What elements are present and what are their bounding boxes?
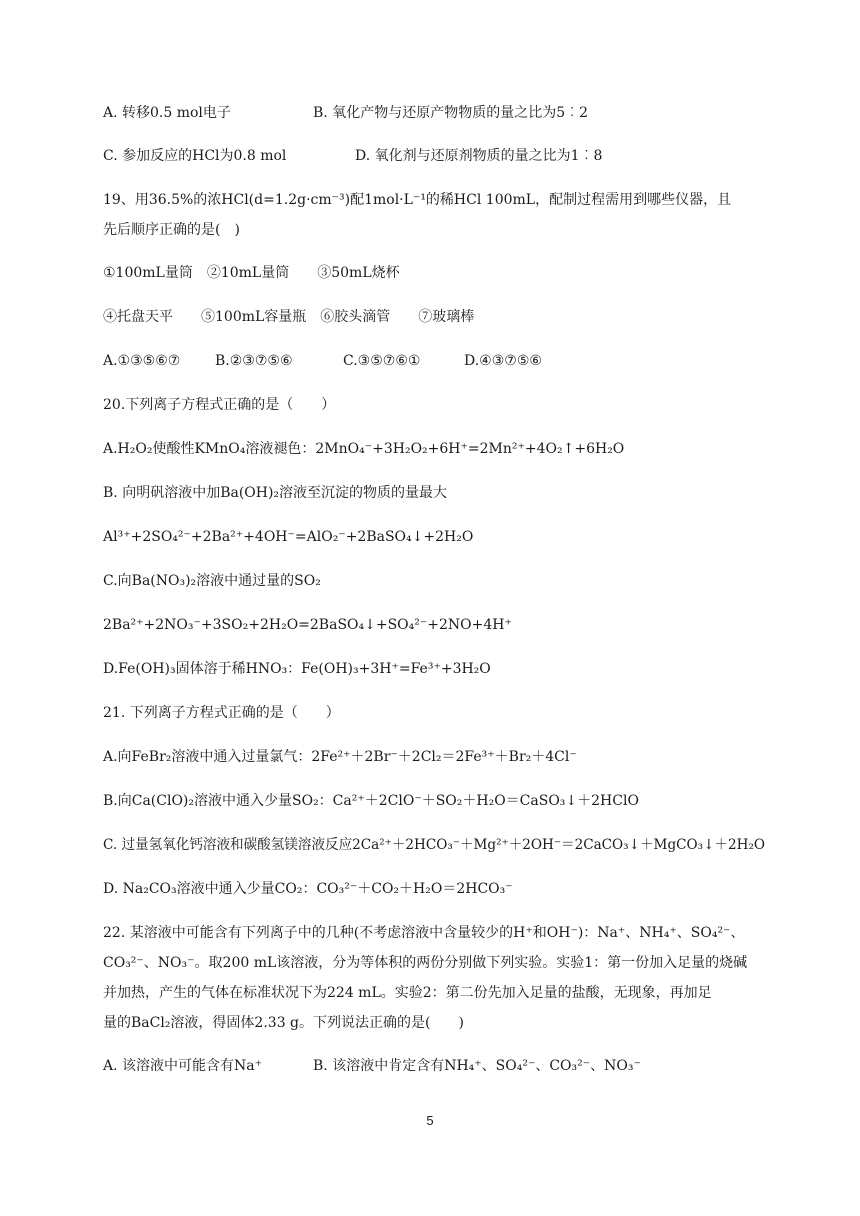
q20-option-c-equation: 2Ba²⁺+2NO₃⁻+3SO₂+2H₂O=2BaSO₄↓+SO₄²⁻+2NO+4H⁺ [103,617,512,633]
q19-instruments-line-2: ④托盘天平 ⑤100mL容量瓶 ⑥胶头滴管 ⑦玻璃棒 [103,309,475,325]
q21-option-c: C. 过量氢氧化钙溶液和碳酸氢镁溶液反应2Ca²⁺＋2HCO₃⁻＋Mg²⁺＋2OH⁻＝2CaCO₃↓＋MgCO₃↓＋2H₂O [103,837,766,853]
q19-stem-line-2: 先后顺序正确的是( ) [103,222,240,238]
q21-option-a: A.向FeBr₂溶液中通入过量氯气：2Fe²⁺＋2Br⁻＋2Cl₂＝2Fe³⁺＋Br₂＋4Cl⁻ [103,749,577,765]
q19-option-d: D.④③⑦⑤⑥ [464,353,542,369]
q22-option-b: B. 该溶液中肯定含有NH₄⁺、SO₄²⁻、CO₃²⁻、NO₃⁻ [313,1058,641,1074]
q19-options [103,351,542,371]
q20-option-b-text: B. 向明矾溶液中加Ba(OH)₂溶液至沉淀的物质的量最大 [103,485,448,501]
q18-option-a: A. 转移0.5 mol电子 [103,105,231,121]
q22-stem-line-3: 并加热，产生的气体在标准状况下为224 mL。实验2：第二份先加入足量的盐酸，无现象，再加足 [103,985,712,1001]
q18-options-cd [103,146,603,166]
q19-option-c: C.③⑤⑦⑥① [343,353,421,369]
q19-stem-line-1: 19、用36.5%的浓HCl(d=1.2g·cm⁻³)配1mol·L⁻¹的稀HCl 100mL，配制过程需用到哪些仪器，且 [103,192,732,208]
q22-option-a: A. 该溶液中可能含有Na⁺ [103,1058,262,1074]
q20-option-a: A.H₂O₂使酸性KMnO₄溶液褪色：2MnO₄⁻+3H₂O₂+6H⁺=2Mn²⁺+4O₂↑+6H₂O [103,441,625,457]
q22-stem-line-4: 量的BaCl₂溶液，得固体2.33 g。下列说法正确的是( ) [103,1015,464,1031]
q21-option-d: D. Na₂CO₃溶液中通入少量CO₂：CO₃²⁻＋CO₂＋H₂O＝2HCO₃⁻ [103,881,513,897]
q20-option-c-text: C.向Ba(NO₃)₂溶液中通过量的SO₂ [103,573,321,589]
q20-stem: 20.下列离子方程式正确的是（ ） [103,397,336,413]
q22-stem-line-2: CO₃²⁻、NO₃⁻。取200 mL该溶液，分为等体积的两份分别做下列实验。实验1：第一份加入足量的烧碱 [103,955,748,971]
q20-option-d: D.Fe(OH)₃固体溶于稀HNO₃：Fe(OH)₃+3H⁺=Fe³⁺+3H₂O [103,661,491,677]
q19-option-b: B.②③⑦⑤⑥ [215,353,293,369]
q18-options-ab [103,103,589,123]
q18-option-d: D. 氧化剂与还原剂物质的量之比为1︰8 [355,148,603,164]
q18-option-b: B. 氧化产物与还原产物物质的量之比为5︰2 [313,105,589,121]
q18-option-c: C. 参加反应的HCl为0.8 mol [103,148,287,164]
q22-options-ab [103,1056,641,1076]
q20-option-b-equation: Al³⁺+2SO₄²⁻+2Ba²⁺+4OH⁻=AlO₂⁻+2BaSO₄↓+2H₂O [103,529,474,545]
q21-stem: 21. 下列离子方程式正确的是（ ） [103,705,340,721]
q19-option-a: A.①③⑤⑥⑦ [103,353,181,369]
q22-stem-line-1: 22. 某溶液中可能含有下列离子中的几种(不考虑溶液中含量较少的H⁺和OH⁻)：Na⁺、NH₄⁺、SO₄²⁻、 [103,925,745,941]
page-number: 5 [426,1113,434,1128]
q19-instruments-line-1: ①100mL量筒 ②10mL量筒 ③50mL烧杯 [103,265,400,281]
q21-option-b: B.向Ca(ClO)₂溶液中通入少量SO₂：Ca²⁺＋2ClO⁻＋SO₂＋H₂O＝CaSO₃↓＋2HClO [103,793,639,809]
